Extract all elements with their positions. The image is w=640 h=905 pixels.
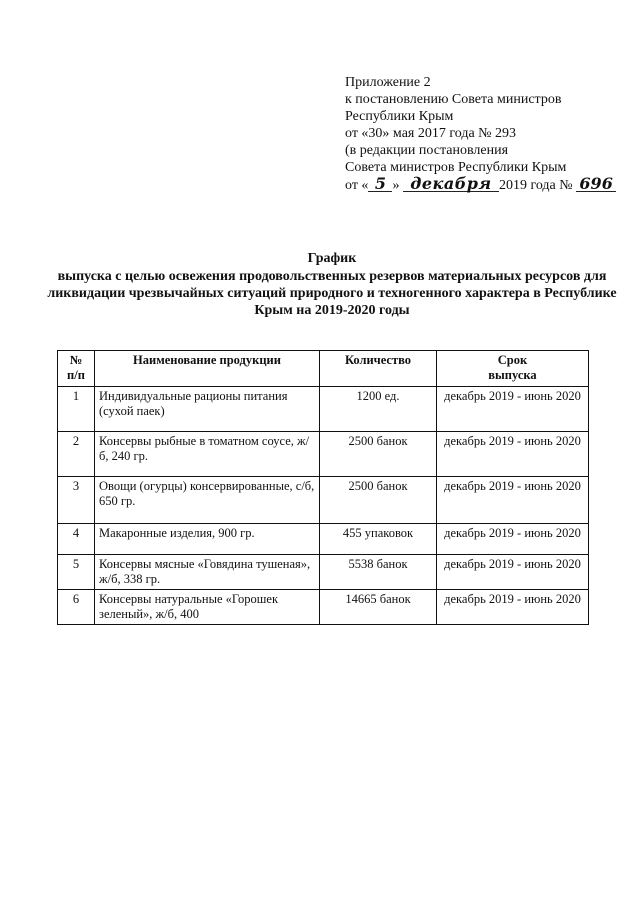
header-num-line2: п/п	[67, 368, 85, 382]
council-name: Совета министров Республики Крым	[345, 160, 567, 175]
appendix-label: Приложение 2	[345, 75, 431, 90]
edition-date-prefix: от «	[345, 178, 369, 193]
row-period: декабрь 2019 - июнь 2020	[437, 432, 589, 477]
row-qty: 1200 ед.	[320, 387, 437, 432]
row-qty: 14665 банок	[320, 590, 437, 625]
table-row	[58, 555, 589, 590]
table-row	[58, 387, 589, 432]
header-period-line2: выпуска	[488, 368, 537, 382]
handwritten-day: 5	[368, 176, 392, 192]
header-name: Наименование продукции	[95, 351, 320, 387]
row-period: декабрь 2019 - июнь 2020	[437, 477, 589, 524]
table-row	[58, 524, 589, 555]
row-period: декабрь 2019 - июнь 2020	[437, 555, 589, 590]
row-period: декабрь 2019 - июнь 2020	[437, 524, 589, 555]
header-qty: Количество	[320, 351, 437, 387]
row-num: 4	[58, 524, 95, 555]
republic-name: Республики Крым	[345, 109, 454, 124]
edition-date-mid: »	[392, 178, 400, 193]
row-num: 1	[58, 387, 95, 432]
table-row	[58, 590, 589, 625]
header-period	[437, 351, 589, 387]
handwritten-month: декабря	[403, 176, 499, 192]
row-qty: 2500 банок	[320, 477, 437, 524]
document-title	[40, 250, 624, 319]
edition-note: (в редакции постановления	[345, 143, 509, 158]
row-num: 6	[58, 590, 95, 625]
header-num	[58, 351, 95, 387]
row-num: 3	[58, 477, 95, 524]
edition-date-line	[345, 176, 635, 194]
release-schedule-table	[57, 350, 589, 625]
table-header-row	[58, 351, 589, 387]
row-name: Консервы мясные «Говядина тушеная», ж/б, 338 гр.	[95, 555, 320, 590]
header-period-line1: Срок	[497, 353, 528, 367]
row-period: декабрь 2019 - июнь 2020	[437, 387, 589, 432]
table-row	[58, 477, 589, 524]
row-name: Овощи (огурцы) консервированные, с/б, 650 гр.	[95, 477, 320, 524]
row-name: Консервы рыбные в томатном соусе, ж/б, 240 гр.	[95, 432, 320, 477]
handwritten-number: 696	[576, 176, 616, 192]
row-qty: 2500 банок	[320, 432, 437, 477]
title-main: График	[307, 251, 357, 266]
row-name: Индивидуальные рационы питания (сухой паек)	[95, 387, 320, 432]
row-qty: 455 упаковок	[320, 524, 437, 555]
row-name: Макаронные изделия, 900 гр.	[95, 524, 320, 555]
title-subtitle: выпуска с целью освежения продовольственных резервов материальных ресурсов для ликвидации чрезвычайных ситуаций природного и техногенного характера в Республике Крым на 2019-2020 годы	[47, 269, 617, 318]
row-name: Консервы натуральные «Горошек зеленый», ж/б, 400	[95, 590, 320, 625]
row-num: 2	[58, 432, 95, 477]
row-qty: 5538 банок	[320, 555, 437, 590]
row-num: 5	[58, 555, 95, 590]
resolution-date: от «30» мая 2017 года № 293	[345, 126, 517, 141]
edition-year: 2019 года №	[498, 178, 573, 193]
resolution-reference: к постановлению Совета министров	[345, 92, 562, 107]
appendix-header	[345, 74, 635, 194]
table-row	[58, 432, 589, 477]
row-period: декабрь 2019 - июнь 2020	[437, 590, 589, 625]
header-num-line1: №	[69, 353, 83, 367]
